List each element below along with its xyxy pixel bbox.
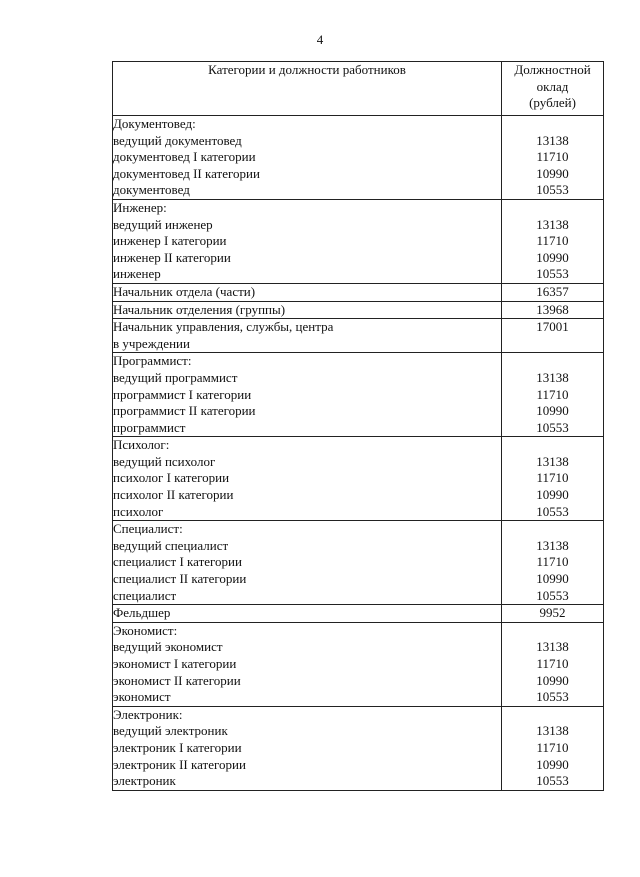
salary-value: 11710	[536, 656, 569, 671]
table-row	[113, 199, 604, 283]
salary-cell	[502, 301, 604, 319]
table-row	[113, 605, 604, 623]
salary-value: 10990	[536, 403, 569, 419]
position-name: специалист I категории	[113, 554, 242, 570]
position-name: в учреждении	[113, 335, 190, 351]
salary-value: 10553	[536, 689, 569, 705]
position-name: инженер II категории	[113, 249, 231, 265]
salary-value: 10553	[536, 266, 569, 282]
salary-value: 10553	[536, 419, 569, 435]
salary-spacer	[502, 707, 603, 724]
salary-value: 13138	[536, 723, 569, 739]
category-cell	[113, 199, 502, 283]
salary-value: 10990	[536, 165, 569, 181]
position-name: экономист II категории	[113, 672, 241, 688]
salary-value: 11710	[536, 233, 569, 249]
header-salary-line: оклад	[536, 78, 569, 94]
position-name: документовед	[113, 182, 190, 198]
position-name: ведущий инженер	[113, 216, 213, 232]
category-cell	[113, 353, 502, 437]
category-cell	[113, 437, 502, 521]
salary-spacer	[502, 623, 603, 640]
position-name: специалист	[113, 587, 177, 603]
salary-spacer	[502, 116, 603, 133]
position-name: Начальник отделения (группы)	[113, 301, 286, 317]
position-name: программист	[113, 419, 186, 435]
position-name: ведущий психолог	[113, 453, 216, 469]
position-name: Начальник отдела (части)	[113, 283, 256, 299]
salary-value: 13138	[536, 537, 569, 553]
category-cell	[113, 283, 502, 301]
position-name: программист II категории	[113, 403, 256, 419]
salary-cell	[502, 706, 604, 790]
salary-value: 13138	[536, 369, 569, 385]
header-salary	[502, 62, 604, 116]
salary-value: 11710	[536, 470, 569, 486]
group-title: Программист:	[113, 353, 192, 369]
group-title: Специалист:	[113, 521, 183, 537]
position-name: Фельдшер	[113, 605, 171, 621]
position-name: ведущий электроник	[113, 723, 228, 739]
salary-value: 10553	[536, 503, 569, 519]
salary-value: 10990	[536, 249, 569, 265]
position-name: Начальник управления, службы, центра	[113, 319, 334, 335]
salary-cell	[502, 116, 604, 200]
position-name: психолог II категории	[113, 487, 234, 503]
header-category: Категории и должности работников	[113, 62, 502, 116]
salary-spacer	[502, 437, 603, 454]
table-row	[113, 353, 604, 437]
salary-value: 9952	[539, 605, 566, 621]
salary-spacer	[502, 521, 603, 538]
salary-cell	[502, 437, 604, 521]
position-name: ведущий экономист	[113, 639, 223, 655]
position-name: ведущий программист	[113, 369, 238, 385]
position-name: документовед II категории	[113, 165, 260, 181]
position-name: психолог	[113, 503, 164, 519]
salary-value: 13968	[536, 301, 569, 317]
category-cell	[113, 706, 502, 790]
group-title: Экономист:	[113, 622, 178, 638]
salary-cell	[502, 319, 604, 353]
salary-cell	[502, 283, 604, 301]
salary-value: 13138	[536, 453, 569, 469]
salary-value: 10990	[536, 672, 569, 688]
salary-value: 11710	[536, 149, 569, 165]
salary-value: 13138	[536, 216, 569, 232]
category-cell	[113, 622, 502, 706]
salary-value: 10553	[536, 182, 569, 198]
group-title: Электроник:	[113, 706, 183, 722]
position-name: экономист	[113, 689, 171, 705]
salary-value: 10990	[536, 571, 569, 587]
table-row	[113, 116, 604, 200]
position-name: ведущий специалист	[113, 537, 229, 553]
salary-cell	[502, 199, 604, 283]
position-name: инженер	[113, 266, 161, 282]
header-salary-line: (рублей)	[529, 95, 576, 111]
salary-value	[502, 336, 603, 353]
table-row	[113, 521, 604, 605]
category-cell	[113, 605, 502, 623]
salary-value: 11710	[536, 386, 569, 402]
category-cell	[113, 116, 502, 200]
position-name: специалист II категории	[113, 571, 247, 587]
salary-cell	[502, 622, 604, 706]
salary-spacer	[502, 353, 603, 370]
salary-value: 11710	[536, 554, 569, 570]
table-body	[113, 116, 604, 791]
table-row	[113, 622, 604, 706]
salary-table	[112, 61, 604, 791]
salary-spacer	[502, 200, 603, 217]
group-title: Документовед:	[113, 116, 196, 131]
header-salary-line: Должностной	[514, 62, 591, 77]
position-name: электроник	[113, 773, 176, 789]
position-name: ведущий документовед	[113, 132, 242, 148]
position-name: документовед I категории	[113, 149, 256, 165]
category-cell	[113, 319, 502, 353]
salary-cell	[502, 521, 604, 605]
position-name: инженер I категории	[113, 233, 227, 249]
table-row	[113, 283, 604, 301]
table-row	[113, 301, 604, 319]
table-row	[113, 437, 604, 521]
position-name: электроник I категории	[113, 739, 242, 755]
category-cell	[113, 301, 502, 319]
salary-value: 13138	[536, 132, 569, 148]
salary-value: 10553	[536, 587, 569, 603]
position-name: электроник II категории	[113, 756, 246, 772]
salary-value: 17001	[536, 319, 569, 335]
salary-value: 11710	[536, 739, 569, 755]
salary-value: 13138	[536, 639, 569, 655]
salary-value: 10553	[536, 773, 569, 789]
salary-value: 10990	[536, 756, 569, 772]
table-row	[113, 706, 604, 790]
table-row	[113, 319, 604, 353]
salary-value: 16357	[536, 283, 569, 299]
table-header-row	[113, 62, 604, 116]
salary-value: 10990	[536, 487, 569, 503]
salary-cell	[502, 605, 604, 623]
group-title: Инженер:	[113, 199, 167, 215]
position-name: экономист I категории	[113, 656, 237, 671]
category-cell	[113, 521, 502, 605]
position-name: психолог I категории	[113, 470, 230, 486]
position-name: программист I категории	[113, 386, 252, 402]
group-title: Психолог:	[113, 437, 170, 453]
salary-cell	[502, 353, 604, 437]
page-number: 4	[316, 32, 324, 47]
